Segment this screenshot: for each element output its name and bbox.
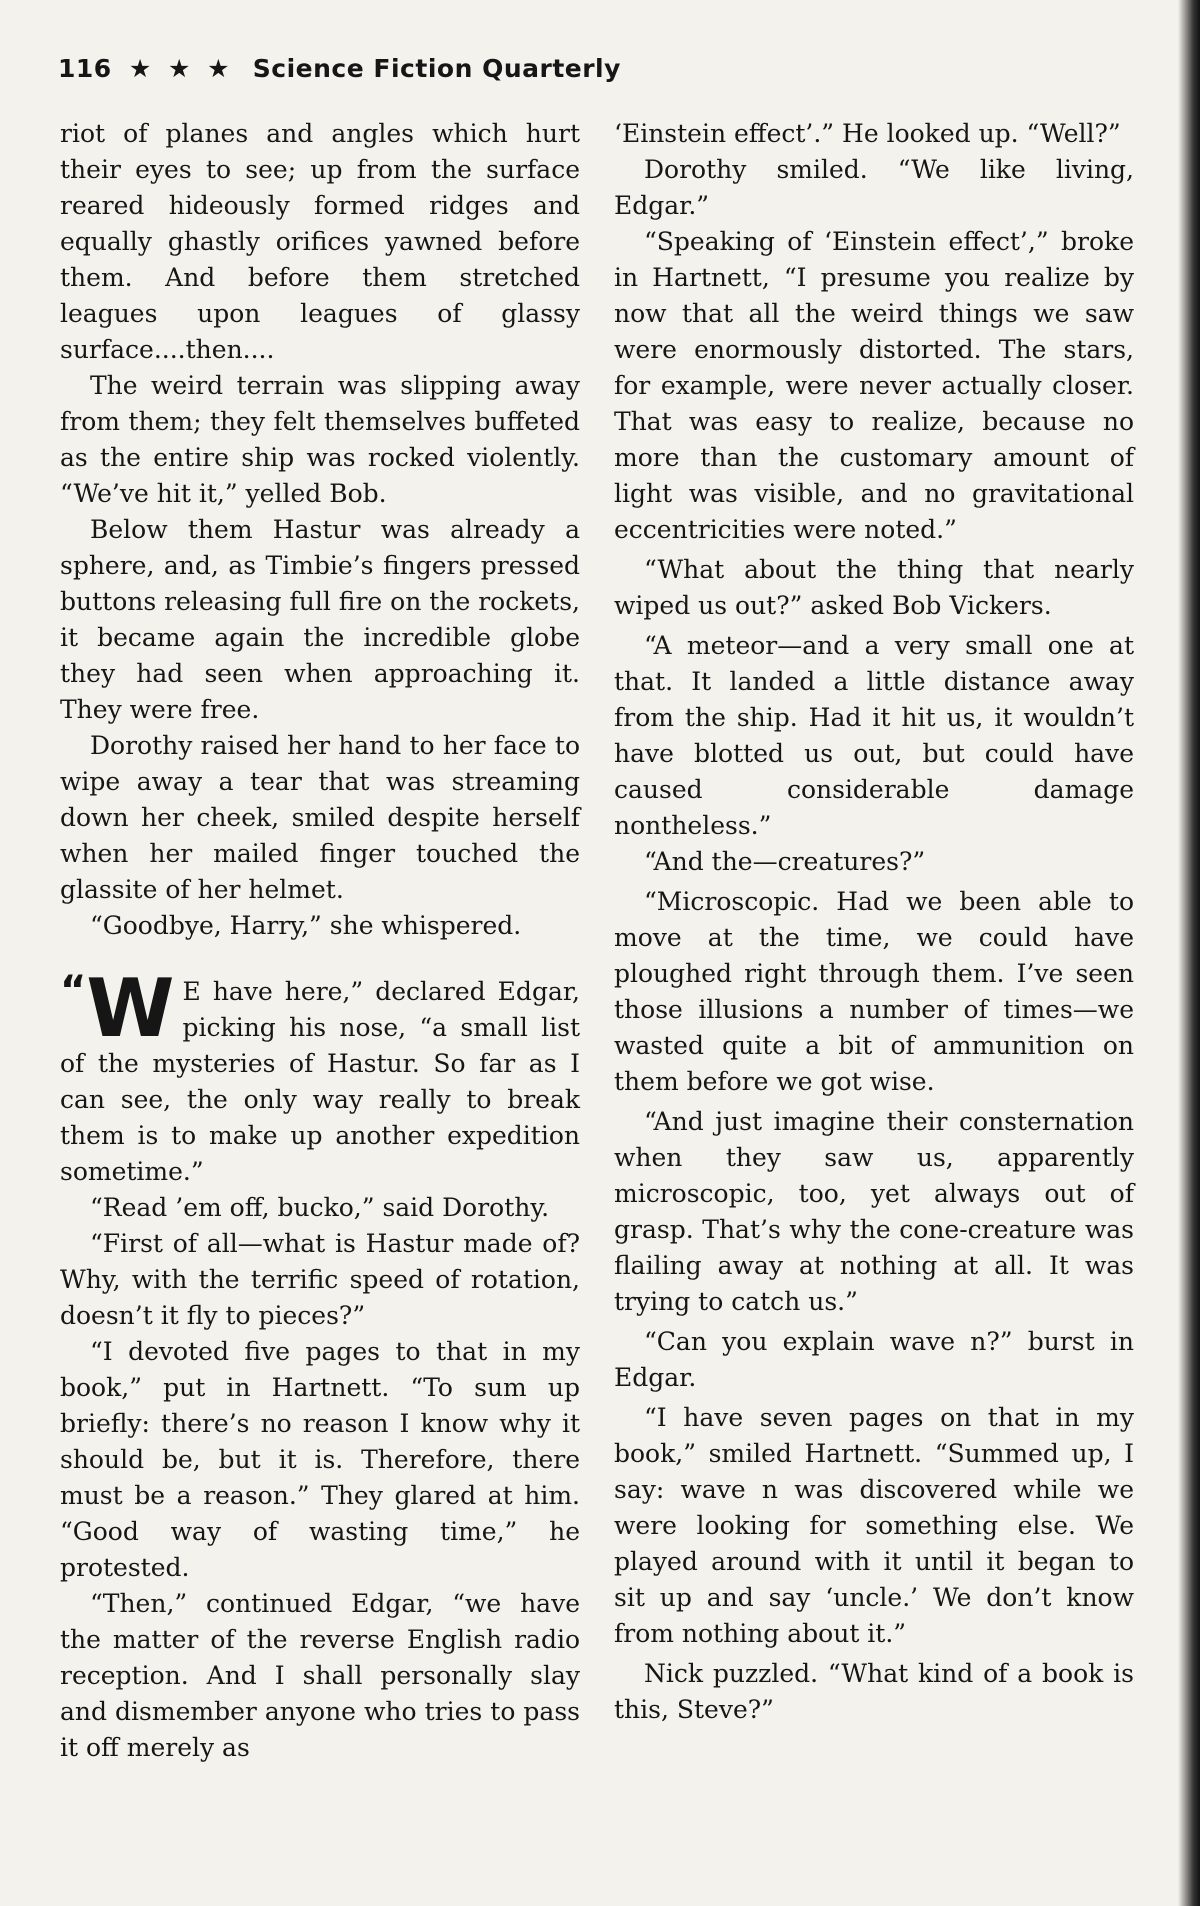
star-ornament: ★ ★ ★ (128, 54, 234, 83)
paragraph: “I have seven pages on that in my book,” smiled Hartnett. “Summed up, I say: wave n was discovered while we were looking for something else. We played around with it until it began to sit up and say ‘uncle.’ We don’t know from nothing about it.” (614, 1403, 1134, 1648)
paragraph: “Microscopic. Had we been able to move at the time, we could have ploughed right through them. I’ve seen those illusions a number of times—we wasted quite a bit of ammunition on them before we got wise. (614, 887, 1134, 1096)
paragraph: Dorothy smiled. “We like living, Edgar.” (614, 155, 1134, 220)
running-head (58, 54, 621, 83)
paragraph: “First of all—what is Hastur made of? Why, with the terrific speed of rotation, doesn’t it fly to pieces?” (60, 1229, 580, 1330)
paragraph: “And just imagine their consternation when they saw us, apparently microscopic, too, yet always out of grasp. That’s why the cone-creature was flailing away at nothing at all. It was trying to catch us.” (614, 1107, 1134, 1316)
drop-cap (60, 962, 175, 1055)
paragraph: “A meteor—and a very small one at that. It landed a little distance away from the ship. Had it hit us, it wouldn’t have blotted us out, but could have caused considerable damage nontheless.” (614, 631, 1134, 840)
paragraph: “Speaking of ‘Einstein effect’,” broke in Hartnett, “I presume you realize by now that all the weird things we saw were enormously distorted. The stars, for example, were never actually closer. That was easy to realize, because no more than the customary amount of light was visible, and no gravitational eccentricities were noted.” (614, 227, 1134, 544)
page-number: 116 (58, 54, 112, 83)
paragraph: Nick puzzled. “What kind of a book is this, Steve?” (614, 1659, 1134, 1724)
paragraph: “What about the thing that nearly wiped us out?” asked Bob Vickers. (614, 555, 1134, 620)
paragraph: Below them Hastur was already a sphere, and, as Timbie’s fingers pressed buttons releasing full fire on the rockets, it became again the incredible globe they had seen when approaching it. They were free. (60, 515, 580, 724)
paragraph: “Goodbye, Harry,” she whispered. (90, 911, 522, 940)
paragraph: riot of planes and angles which hurt their eyes to see; up from the surface reared hideously formed ridges and equally ghastly orifices yawned before them. And before them stretched leagues upon leagues of glassy surface....then.... (60, 119, 580, 364)
drop-cap-letter: W (86, 962, 175, 1055)
paragraph: ‘Einstein effect’.” He looked up. “Well?” (614, 119, 1121, 148)
paragraph: The weird terrain was slipping away from them; they felt themselves buffeted as the entire ship was rocked violently. “We’ve hit it,” yelled Bob. (60, 371, 580, 508)
page-edge-shadow (1178, 0, 1200, 1906)
magazine-title: Science Fiction Quarterly (252, 54, 621, 83)
drop-cap-quote: “ (60, 968, 87, 1014)
paragraph-text: E have here,” declared Edgar, picking his nose, “a small list of the mysteries of Hastur. So far as I can see, the only way really to break them is to make up another expedition sometime.” (60, 977, 580, 1186)
paragraph: “I devoted five pages to that in my book,” put in Hartnett. “To sum up briefly: there’s no reason I know why it should be, but it is. Therefore, there must be a reason.” They glared at him. “Good way of wasting time,” he protested. (60, 1337, 580, 1582)
paragraph: “Can you explain wave n?” burst in Edgar. (614, 1327, 1134, 1392)
paragraph: “Read ’em off, bucko,” said Dorothy. (90, 1193, 550, 1222)
right-column (614, 116, 1134, 1728)
section-opening-paragraph (60, 962, 580, 1190)
paragraph: “And the—creatures?” (644, 847, 926, 876)
paragraph: Dorothy raised her hand to her face to wipe away a tear that was streaming down her cheek, smiled despite herself when her mailed finger touched the glassite of her helmet. (60, 731, 580, 904)
paragraph: “Then,” continued Edgar, “we have the matter of the reverse English radio reception. And I shall personally slay and dismember anyone who tries to pass it off merely as (60, 1589, 580, 1762)
left-column (60, 116, 580, 1766)
